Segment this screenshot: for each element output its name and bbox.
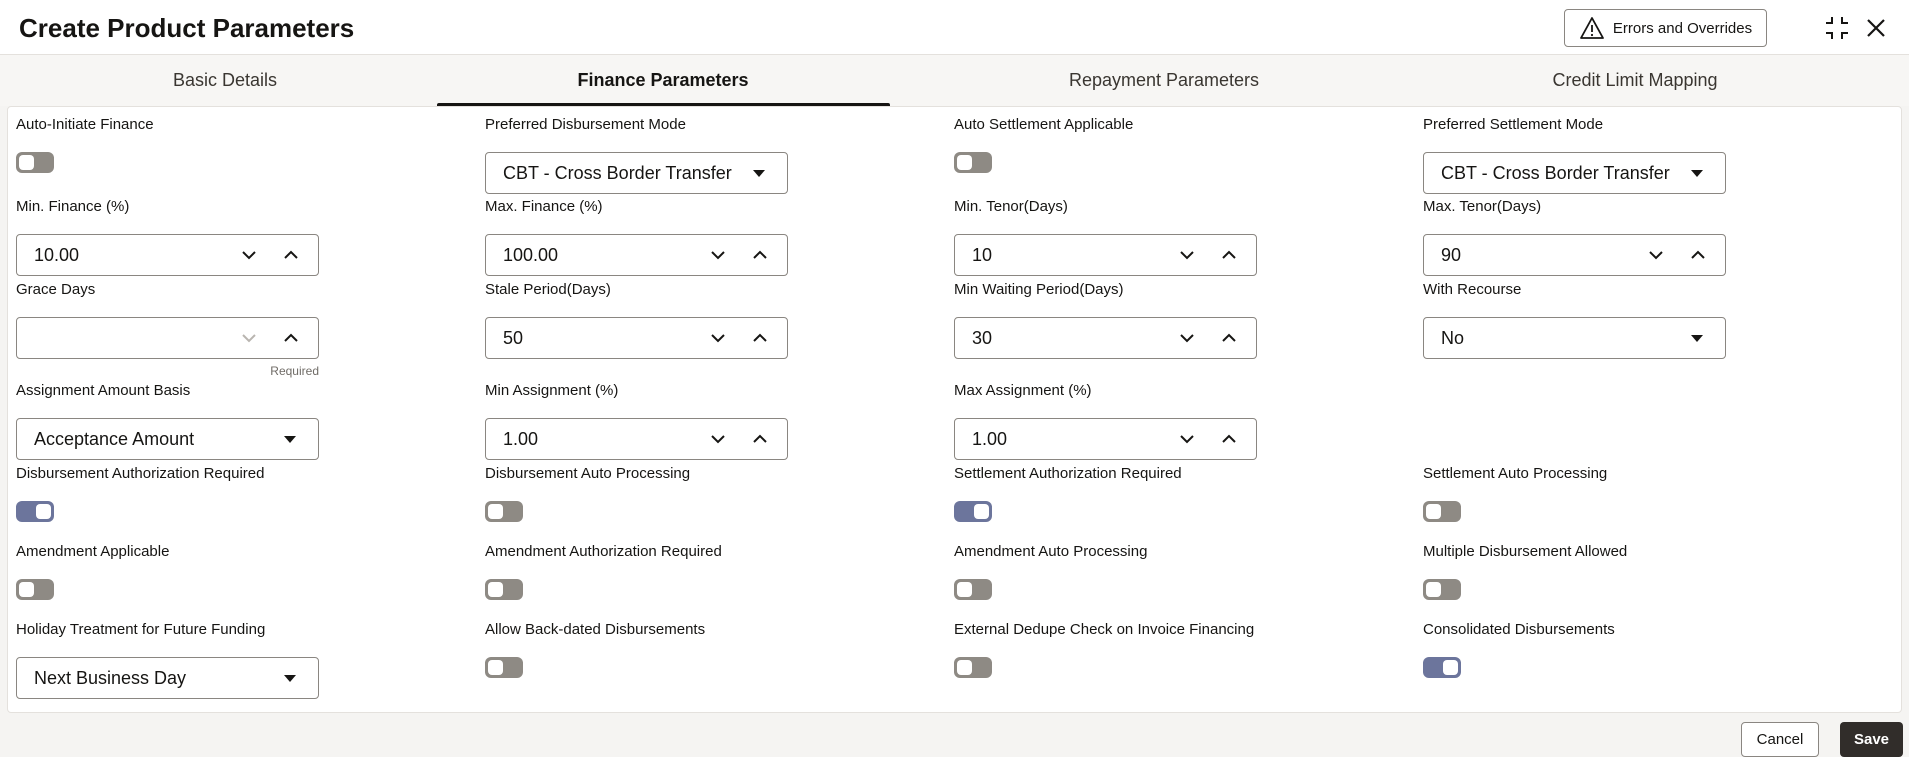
field-label: Grace Days xyxy=(16,281,96,298)
disbursement-authorization-required-toggle[interactable] xyxy=(16,501,54,522)
amendment-authorization-required-toggle[interactable] xyxy=(485,579,523,600)
toggle-knob xyxy=(1426,504,1441,519)
increment-chevron-up-icon[interactable] xyxy=(751,246,769,264)
input-value: 10.00 xyxy=(34,244,80,265)
settlement-authorization-required-toggle[interactable] xyxy=(954,501,992,522)
field-label: Holiday Treatment for Future Funding xyxy=(16,621,266,638)
field-label: Auto Settlement Applicable xyxy=(954,116,1134,133)
tab-repayment-parameters[interactable]: Repayment Parameters xyxy=(1068,70,1260,90)
caret-down-icon xyxy=(284,436,296,443)
max-assignment-input[interactable] xyxy=(954,418,1257,460)
toggle-knob xyxy=(957,582,972,597)
field-label: Min. Tenor(Days) xyxy=(954,198,1068,215)
page-header xyxy=(0,0,1909,55)
increment-chevron-up-icon[interactable] xyxy=(1220,329,1238,347)
field-label: Amendment Auto Processing xyxy=(954,543,1148,560)
preferred-settlement-mode-select[interactable] xyxy=(1423,152,1726,194)
toggle-knob xyxy=(957,660,972,675)
compress-icon[interactable] xyxy=(1823,14,1851,42)
toggle-knob xyxy=(36,504,51,519)
tab-bar xyxy=(0,55,1909,106)
toggle-knob xyxy=(1443,660,1458,675)
toggle-knob xyxy=(488,660,503,675)
holiday-treatment-select[interactable] xyxy=(16,657,319,699)
field-label: Allow Back-dated Disbursements xyxy=(485,621,706,638)
errors-and-overrides-button[interactable] xyxy=(1564,9,1767,47)
select-value: No xyxy=(1441,327,1465,348)
caret-down-icon xyxy=(753,170,765,177)
assignment-amount-basis-select[interactable] xyxy=(16,418,319,460)
auto-settlement-applicable-toggle[interactable] xyxy=(954,152,992,173)
preferred-disbursement-mode-select[interactable] xyxy=(485,152,788,194)
field-label: Disbursement Auto Processing xyxy=(485,465,691,482)
toggle-knob xyxy=(488,582,503,597)
amendment-applicable-toggle[interactable] xyxy=(16,579,54,600)
input-value: 1.00 xyxy=(503,428,539,449)
input-value: 90 xyxy=(1441,244,1462,265)
disbursement-auto-processing-toggle[interactable] xyxy=(485,501,523,522)
decrement-chevron-down-icon[interactable] xyxy=(1178,430,1196,448)
input-value: 30 xyxy=(972,327,993,348)
field-label: Max. Finance (%) xyxy=(485,198,603,215)
caret-down-icon xyxy=(284,675,296,682)
field-label: Auto-Initiate Finance xyxy=(16,116,154,133)
min-tenor-input[interactable] xyxy=(954,234,1257,276)
decrement-chevron-down-icon[interactable] xyxy=(709,329,727,347)
warning-icon xyxy=(1579,16,1605,40)
toggle-knob xyxy=(1426,582,1441,597)
field-label: External Dedupe Check on Invoice Financing xyxy=(954,621,1255,638)
increment-chevron-up-icon[interactable] xyxy=(1220,246,1238,264)
stale-period-input[interactable] xyxy=(485,317,788,359)
cancel-button[interactable]: Cancel xyxy=(1741,722,1819,757)
select-value: Acceptance Amount xyxy=(34,428,195,449)
min-waiting-period-input[interactable] xyxy=(954,317,1257,359)
tab-basic-details[interactable]: Basic Details xyxy=(172,70,278,90)
field-label: Preferred Disbursement Mode xyxy=(485,116,686,133)
field-label: Consolidated Disbursements xyxy=(1423,621,1615,638)
save-button[interactable]: Save xyxy=(1840,722,1903,757)
field-label: Max. Tenor(Days) xyxy=(1423,198,1542,215)
caret-down-icon xyxy=(1691,170,1703,177)
auto-initiate-finance-toggle[interactable] xyxy=(16,152,54,173)
toggle-knob xyxy=(19,582,34,597)
decrement-chevron-down-icon[interactable] xyxy=(1178,246,1196,264)
tab-credit-limit-mapping[interactable]: Credit Limit Mapping xyxy=(1552,70,1718,90)
toggle-knob xyxy=(19,155,34,170)
input-value: 10 xyxy=(972,244,993,265)
required-hint: Required xyxy=(270,364,319,378)
max-tenor-input[interactable] xyxy=(1423,234,1726,276)
field-label: Min. Finance (%) xyxy=(16,198,130,215)
increment-chevron-up-icon[interactable] xyxy=(751,430,769,448)
decrement-chevron-down-icon[interactable] xyxy=(709,246,727,264)
select-value: Next Business Day xyxy=(34,667,187,688)
settlement-auto-processing-toggle[interactable] xyxy=(1423,501,1461,522)
field-label: Settlement Authorization Required xyxy=(954,465,1182,482)
max-finance-input[interactable] xyxy=(485,234,788,276)
errors-and-overrides-label: Errors and Overrides xyxy=(1612,19,1753,37)
field-label: Min Assignment (%) xyxy=(485,382,619,399)
increment-chevron-up-icon[interactable] xyxy=(282,329,300,347)
tab-finance-parameters[interactable]: Finance Parameters xyxy=(577,70,749,90)
field-label: Stale Period(Days) xyxy=(485,281,611,298)
input-value: 100.00 xyxy=(503,244,559,265)
input-value: 50 xyxy=(503,327,524,348)
field-label: Preferred Settlement Mode xyxy=(1423,116,1604,133)
field-label: Amendment Authorization Required xyxy=(485,543,722,560)
select-value: CBT - Cross Border Transfer xyxy=(1441,162,1670,183)
decrement-chevron-down-icon[interactable] xyxy=(709,430,727,448)
decrement-chevron-down-icon[interactable] xyxy=(1178,329,1196,347)
amendment-auto-processing-toggle[interactable] xyxy=(954,579,992,600)
input-value: 1.00 xyxy=(972,428,1008,449)
toggle-knob xyxy=(974,504,989,519)
increment-chevron-up-icon[interactable] xyxy=(751,329,769,347)
close-icon[interactable] xyxy=(1862,14,1890,42)
external-dedupe-check-toggle[interactable] xyxy=(954,657,992,678)
min-finance-input[interactable] xyxy=(16,234,319,276)
toggle-knob xyxy=(488,504,503,519)
with-recourse-select[interactable] xyxy=(1423,317,1726,359)
field-label: Assignment Amount Basis xyxy=(16,382,191,399)
min-assignment-input[interactable] xyxy=(485,418,788,460)
field-label: Settlement Auto Processing xyxy=(1423,465,1608,482)
consolidated-disbursements-toggle[interactable] xyxy=(1423,657,1461,678)
grace-days-input[interactable] xyxy=(16,317,319,359)
caret-down-icon xyxy=(1691,335,1703,342)
increment-chevron-up-icon[interactable] xyxy=(1689,246,1707,264)
field-label: Multiple Disbursement Allowed xyxy=(1423,543,1628,560)
field-label: With Recourse xyxy=(1423,281,1522,298)
field-label: Min Waiting Period(Days) xyxy=(954,281,1124,298)
increment-chevron-up-icon[interactable] xyxy=(282,246,300,264)
decrement-chevron-down-icon[interactable] xyxy=(240,246,258,264)
field-label: Disbursement Authorization Required xyxy=(16,465,265,482)
increment-chevron-up-icon[interactable] xyxy=(1220,430,1238,448)
allow-back-dated-disbursements-toggle[interactable] xyxy=(485,657,523,678)
page-title: Create Product Parameters xyxy=(19,13,355,43)
toggle-knob xyxy=(957,155,972,170)
decrement-chevron-down-icon[interactable] xyxy=(240,329,258,347)
decrement-chevron-down-icon[interactable] xyxy=(1647,246,1665,264)
multiple-disbursement-allowed-toggle[interactable] xyxy=(1423,579,1461,600)
field-label: Amendment Applicable xyxy=(16,543,170,560)
field-label: Max Assignment (%) xyxy=(954,382,1092,399)
select-value: CBT - Cross Border Transfer xyxy=(503,162,732,183)
